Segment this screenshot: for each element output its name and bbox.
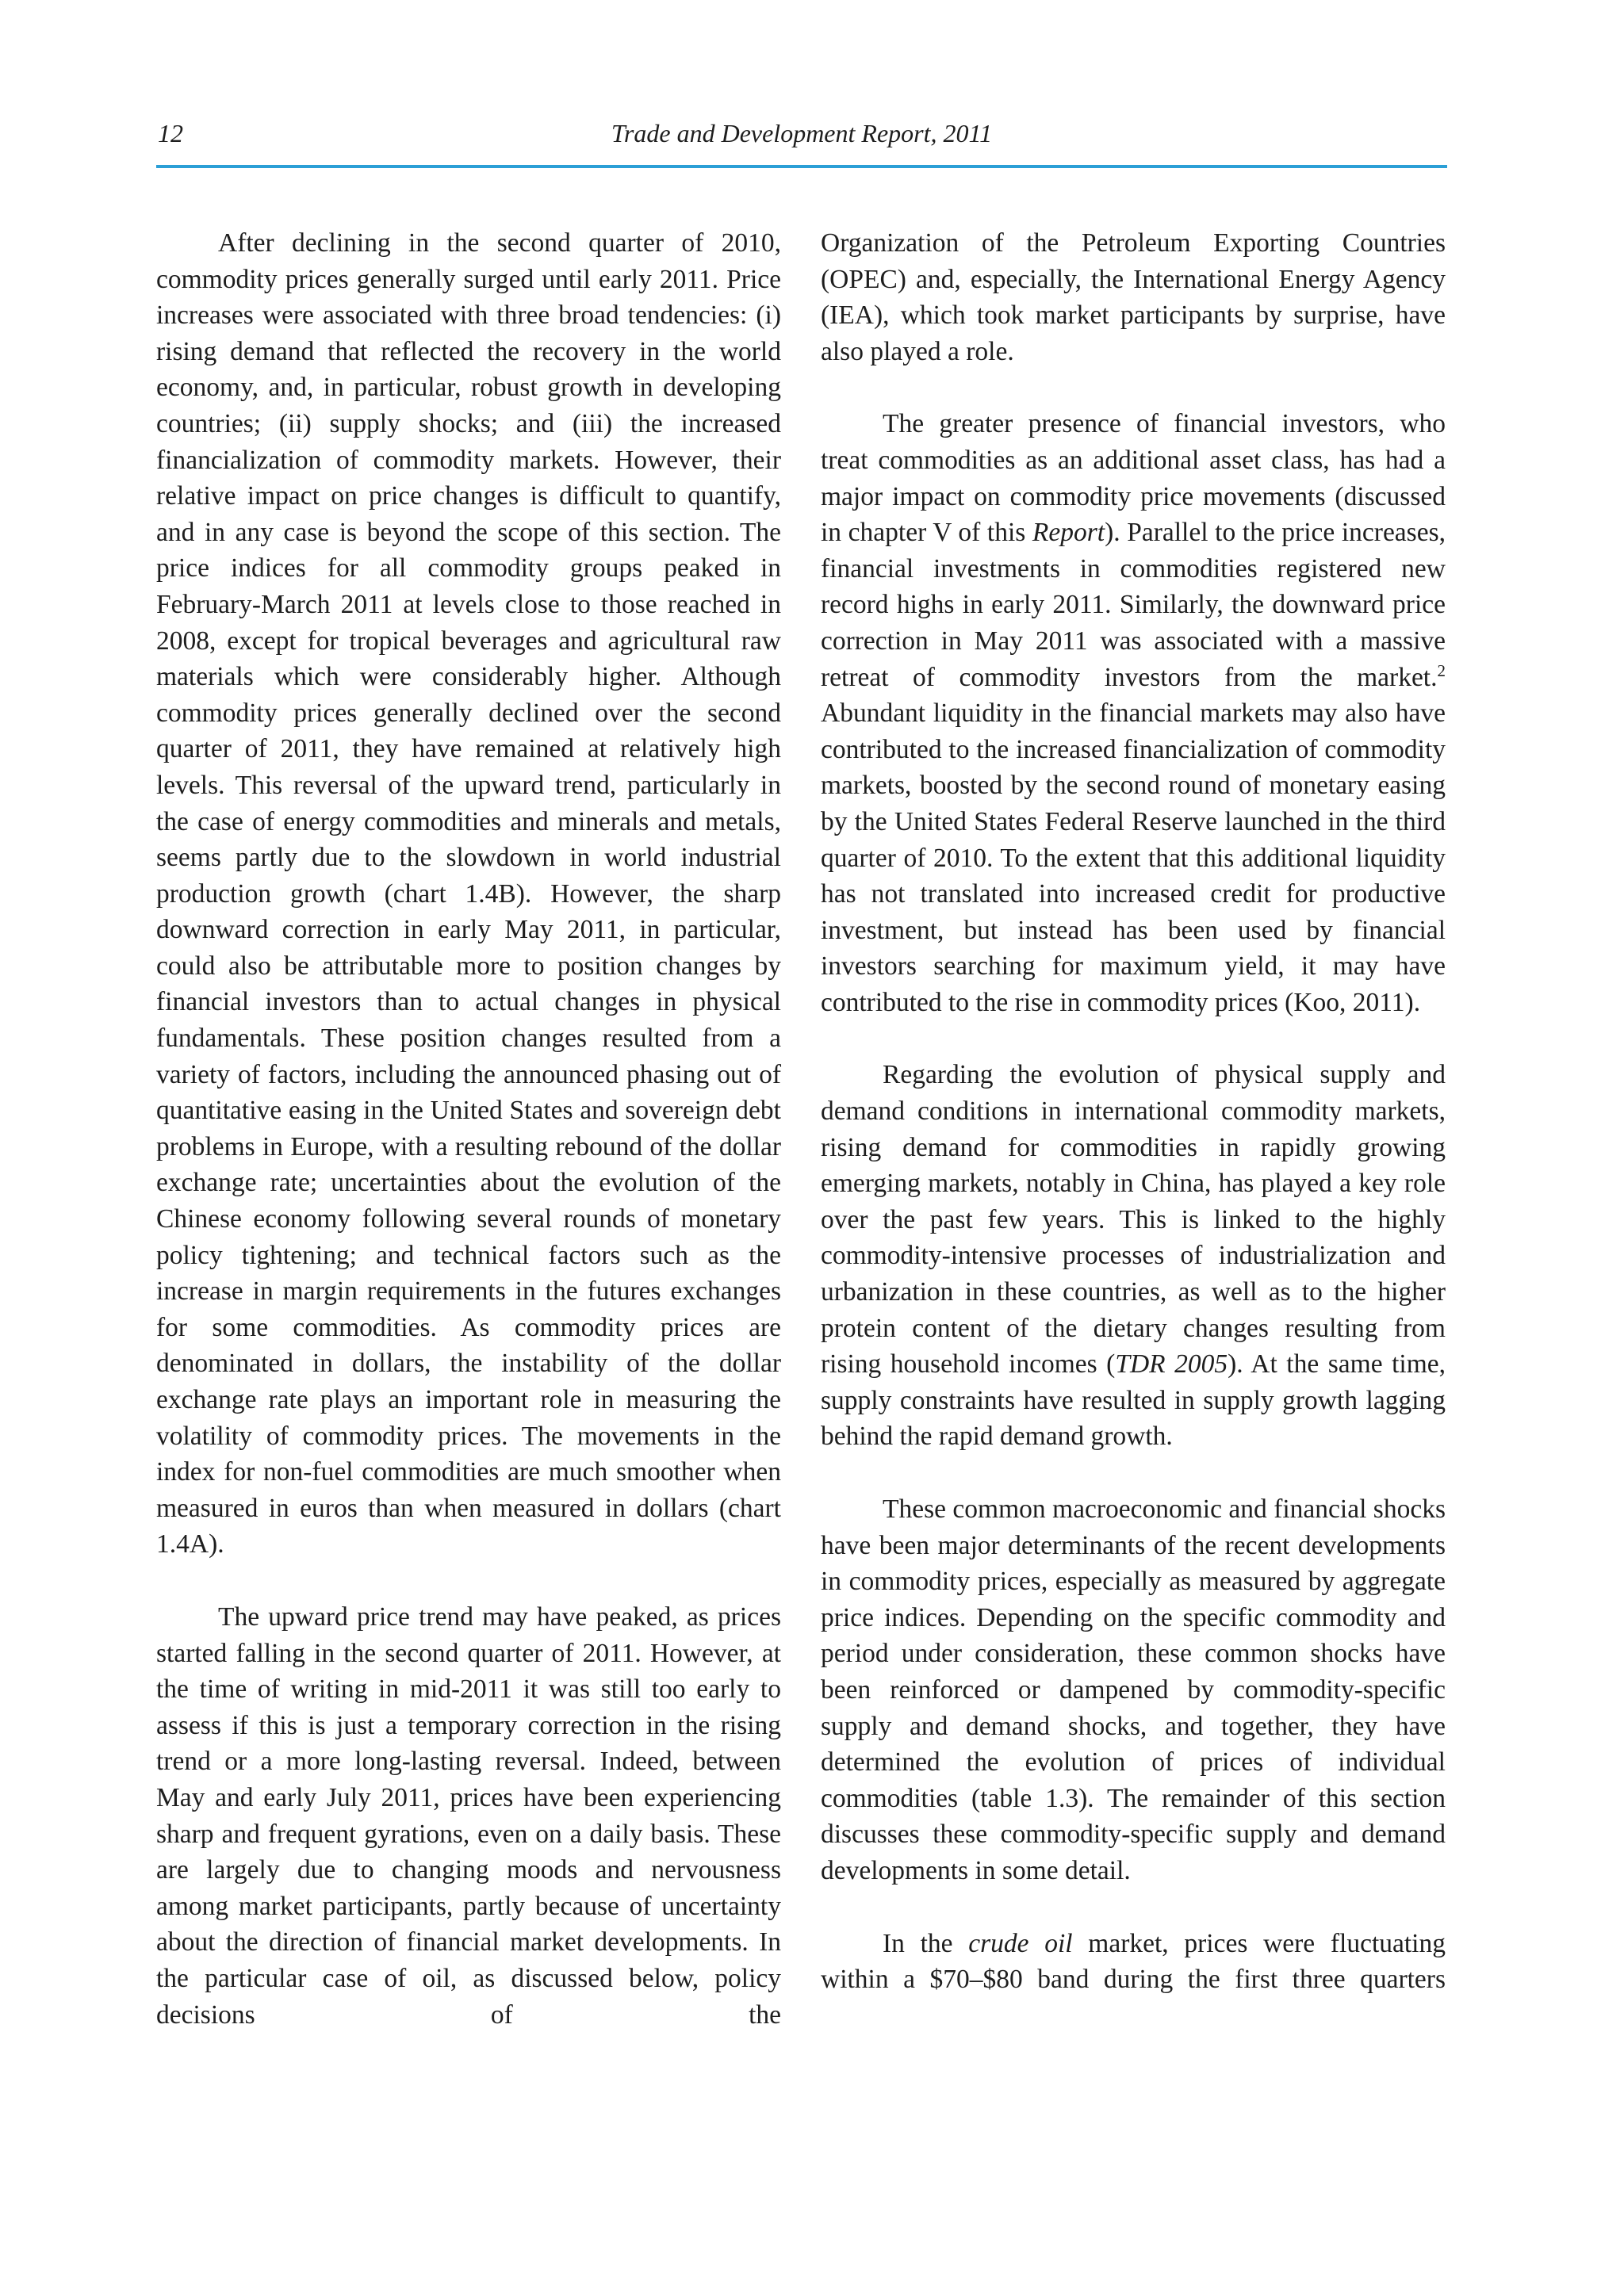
running-header — [156, 117, 1447, 168]
left-column — [156, 225, 781, 2033]
right-column — [821, 225, 1446, 1998]
paragraph-upward-trend: The upward price trend may have peaked, as prices started falling in the second quarter of 2011. However, at the time of writing in mid-2011 it was still too early to assess if this is just a temporary correction in the rising trend or a more long-lasting reversal. Indeed, between May and early July 2011, prices have been experiencing sharp and frequent gyrations, even on a daily basis. These are largely due to changing moods and nervousness among market participants, partly because of uncertainty about the direction of financial market developments. In the particular case of oil, as discussed below, policy decisions of the — [156, 1601, 781, 2030]
paragraph-crude-oil — [821, 1926, 1446, 1998]
emphasis-crude-oil: crude oil — [968, 1928, 1073, 1958]
text-span: In the — [883, 1928, 969, 1958]
text-span: Abundant liquidity in the financial markets may also have contributed to the increased financialization of commodity markets, boosted by the second round of monetary easing by the United States Federal Reserve launched in the third quarter of 2010. To the extent that this additional liquidity has not translated into increased credit for productive investment, but instead has been used by financial investors searching for maximum yield, it may have contributed to the rise in commodity prices (Koo, 2011). — [821, 698, 1446, 1017]
emphasis-report: Report — [1032, 518, 1105, 548]
footnote-marker: 2 — [1437, 660, 1446, 680]
paragraph-common-shocks: These common macroeconomic and financial shocks have been major determinants of the recent developments in commodity prices, especially as measured by aggregate price indices. Depending on the specific commodity and period under consideration, these common shocks have been reinforced or dampened by commodity-specific supply and demand shocks, and together, they have determined the evolution of prices of individual commodities (table 1.3). The remainder of this section discusses these commodity-specific supply and demand developments in some detail. — [821, 1494, 1446, 1885]
page-number: 12 — [158, 119, 183, 147]
running-title: Trade and Development Report, 2011 — [611, 119, 993, 147]
text-span: Regarding the evolution of physical supply and demand conditions in international commodity markets, rising demand for commodities in rapidly growing emerging markets, notably in China, has played a key role over the past few years. This is linked to the highly commodity-intensive processes of industrialization and urbanization in these countries, as well as to the higher protein content of the dietary changes resulting from rising household incomes ( — [821, 1060, 1446, 1380]
text-span: ). At the same time, supply constraints have resulted in supply growth lagging behind the rapid demand growth. — [821, 1349, 1446, 1452]
paragraph-opec-continuation: Organization of the Petroleum Exporting Countries (OPEC) and, especially, the International Energy Agency (IEA), which took market participants by surprise, have also played a role. — [821, 228, 1446, 366]
emphasis-tdr-2005: TDR 2005 — [1115, 1349, 1228, 1380]
paragraph-physical-supply-demand — [821, 1057, 1446, 1455]
paragraph-commodity-surge: After declining in the second quarter of 2010, commodity prices generally surged until early 2011. Price increases were associated with three broad tendencies: (i) rising demand that reflected the recovery in the world economy, and, in particular, robust growth in developing countries; (ii) supply shocks; and (iii) the increased financialization of commodity markets. However, their relative impact on price changes is difficult to quantify, and in any case is beyond the scope of this section. The price indices for all commodity groups peaked in February-March 2011 at levels close to those reached in 2008, except for tropical beverages and agricultural raw materials which were considerably higher. Although commodity prices generally declined over the second quarter of 2011, they have remained at relatively high levels. This reversal of the upward trend, particularly in the case of energy commodities and minerals and metals, seems partly due to the slowdown in world industrial production growth (chart 1.4B). However, the sharp downward correction in early May 2011, in particular, could also be attributable more to position changes by financial investors than to actual changes in physical fundamentals. These position changes resulted from a variety of factors, including the announced phasing out of quantitative easing in the United States and sovereign debt problems in Europe, with a resulting rebound of the dollar exchange rate; uncertainties about the evolution of the Chinese economy following several rounds of monetary policy tightening; and technical factors such as the increase in margin requirements in the futures exchanges for some commodities. As commodity prices are denominated in dollars, the instability of the dollar exchange rate plays an important role in measuring the volatility of commodity prices. The movements in the index for non-fuel commodities are much smoother when measured in euros than when measured in dollars (chart 1.4A). — [156, 228, 781, 1559]
text-span: The greater presence of financial investors, who treat commodities as an additional asset class, has had a major impact on commodity price movements (discussed in chapter V of this — [821, 409, 1446, 548]
text-span: ). Parallel to the price increases, financial investments in commodities registered new record highs in early 2011. Similarly, the downward price correction in May 2011 was associated with a massive retreat of commodity investors from the market. — [821, 518, 1446, 692]
text-span: market, prices were fluctuating within a $70–$80 band during the first three quarters — [821, 1928, 1446, 1995]
paragraph-financial-investors — [821, 406, 1446, 1020]
